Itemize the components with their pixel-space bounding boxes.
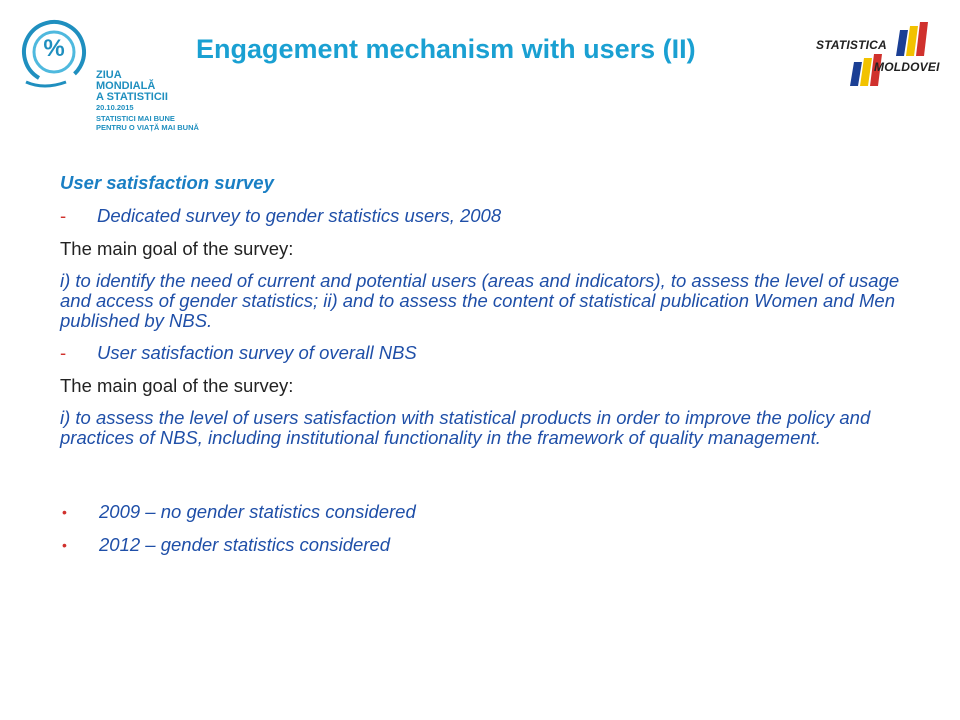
page-title: Engagement mechanism with users (II): [196, 34, 696, 64]
dash-marker: -: [60, 342, 67, 363]
statistica-moldovei-logo: [812, 22, 940, 94]
goal-text: i) to identify the need of current and potential users (areas and indicators), to assess the level of usage and access of gender statistics; ii) and to assess the content of statistical publication Women and Men published by NBS.: [60, 270, 900, 331]
bullet-text: 2012 – gender statistics considered: [99, 534, 391, 555]
goal-label: The main goal of the survey:: [60, 238, 294, 259]
section-heading: User satisfaction survey: [60, 172, 274, 193]
item-text: Dedicated survey to gender statistics users, 2008: [97, 205, 502, 226]
list-item: [60, 205, 920, 227]
logo-date: 20.10.2015: [96, 103, 134, 112]
flag-stripes-icon: [812, 22, 932, 94]
bullet-icon: •: [62, 537, 67, 553]
bullet-item: [60, 501, 920, 523]
slide-body: [60, 172, 920, 556]
logo-line-3: A STATISTICII: [96, 91, 168, 103]
dash-marker: -: [60, 205, 67, 226]
logo-slogan-1: STATISTICI MAI BUNE: [96, 114, 175, 123]
goal-label: The main goal of the survey:: [60, 375, 294, 396]
bullet-item: [60, 534, 920, 556]
logo-line-1: ZIUA: [96, 69, 122, 81]
bullet-icon: •: [62, 504, 67, 520]
world-statistics-day-logo: [14, 12, 204, 142]
item-text: User satisfaction survey of overall NBS: [97, 342, 417, 363]
list-item: [60, 342, 920, 364]
logo-percent-symbol: %: [43, 35, 65, 62]
goal-text: i) to assess the level of users satisfaction with statistical products in order to improve the policy and practices of NBS, including institutional functionality in the framework of quality management.: [60, 407, 871, 448]
logo-slogan-2: PENTRU O VIAȚĂ MAI BUNĂ: [96, 123, 199, 132]
logo-line-2: MONDIALĂ: [96, 80, 156, 92]
bullet-text: 2009 – no gender statistics considered: [99, 501, 416, 522]
logo-word-statistica: STATISTICA: [816, 38, 887, 52]
logo-word-moldovei: MOLDOVEI: [874, 60, 940, 74]
logo-text: [96, 70, 199, 132]
